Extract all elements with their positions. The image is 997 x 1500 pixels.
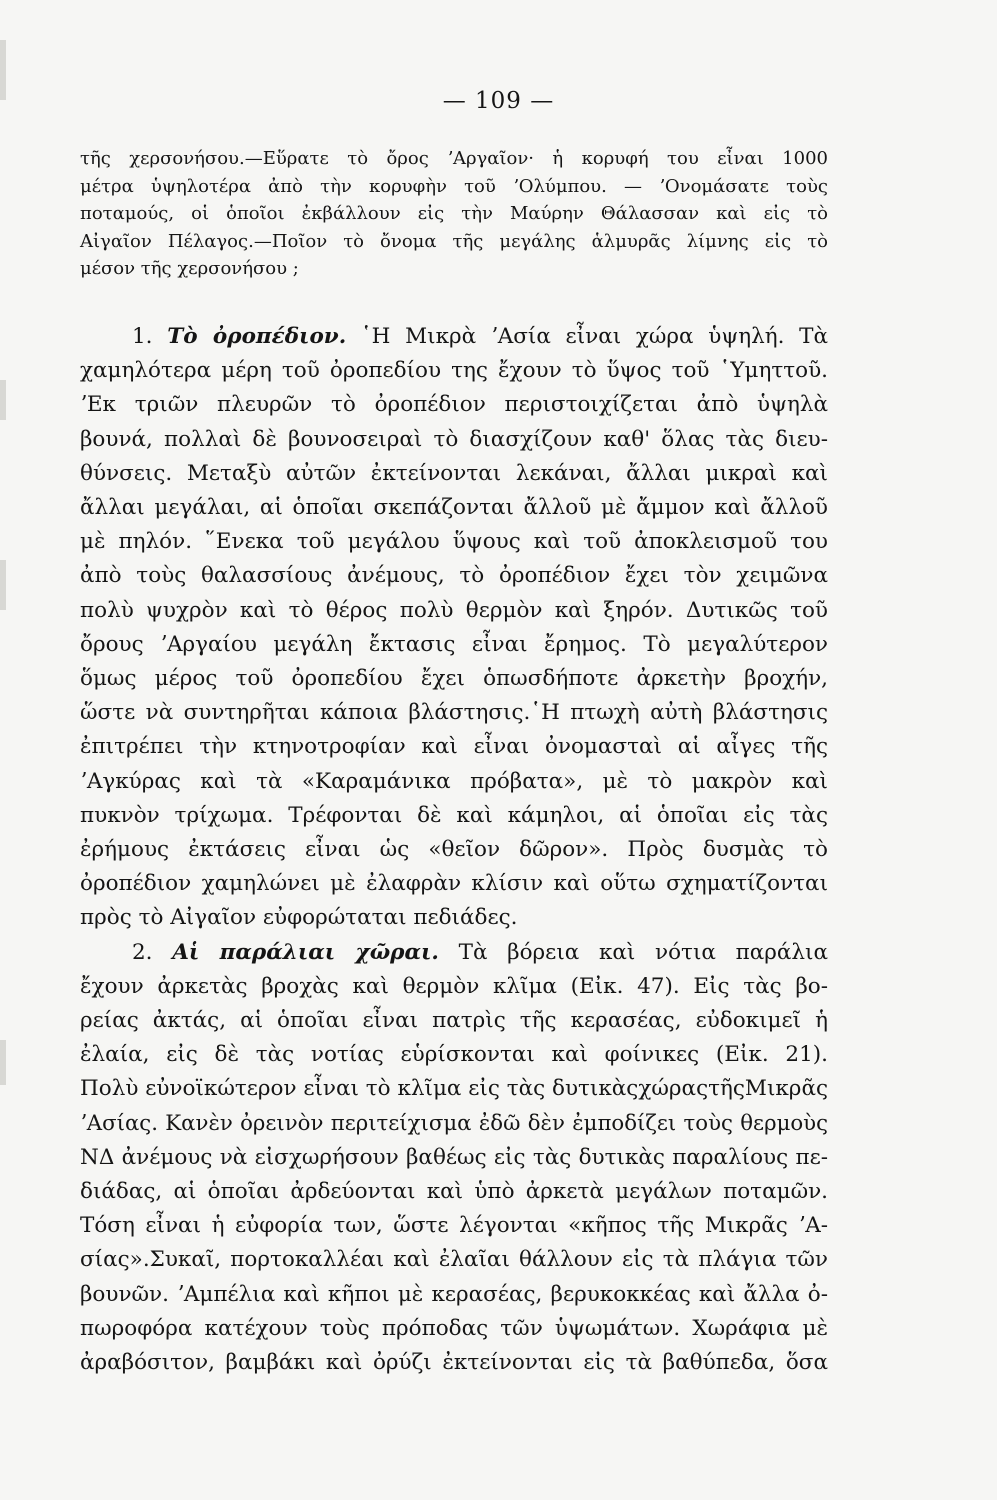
section-first-line xyxy=(80,320,828,354)
text-line: ἔχουν ἀρκετὰς βροχὰς καὶ θερμὸν κλῖμα (Εἰκ. 47). Εἰς τὰς βο- xyxy=(80,973,828,999)
text-line: πολὺ ψυχρὸν καὶ τὸ θέρος πολὺ θερμὸν καὶ ξηρόν. Δυτικῶς τοῦ xyxy=(80,597,828,623)
section-plateau xyxy=(80,320,828,936)
text-line: πυκνὸν τρίχωμα. Τρέφονται δὲ καὶ κάμηλοι, αἱ ὁποῖαι εἰς τὰς xyxy=(80,802,828,828)
text-line: σίας».Συκαῖ, πορτοκαλλέαι καὶ ἐλαῖαι θάλλουν εἰς τὰ πλάγια τῶν xyxy=(80,1247,828,1273)
section-heading: Τὸ ὀροπέδιον. xyxy=(167,324,347,349)
text-line: ποταμούς, οἱ ὁποῖοι ἐκβάλλουν εἰς τὴν Μαύρην Θάλασσαν καὶ εἰς τὸ xyxy=(80,203,828,224)
text-line: ρείας ἀκτάς, αἱ ὁποῖαι εἶναι πατρὶς τῆς κερασέας, εὐδοκιμεῖ ἡ xyxy=(80,1008,828,1034)
text-line: πρὸς τὸ Αἰγαῖον εὐφορώταται πεδιάδες. xyxy=(80,905,518,931)
section-number: 1. xyxy=(132,324,153,349)
text-line: ἐρήμους ἐκτάσεις εἶναι ὡς «θεῖον δῶρον». Πρὸς δυσμὰς τὸ xyxy=(80,837,828,863)
text-line: ὄρους ʼΑργαίου μεγάλη ἔκτασις εἶναι ἔρημος. Τὸ μεγαλύτερον xyxy=(80,631,828,657)
text-line: πωροφόρα κατέχουν τοὺς πρόποδας τῶν ὑψωμάτων. Χωράφια μὲ xyxy=(80,1315,828,1341)
text-line: ἄλλαι μεγάλαι, αἱ ὁποῖαι σκεπάζονται ἄλλοῦ μὲ ἄμμον καὶ ἄλλοῦ xyxy=(80,495,828,521)
text-line: ὀροπέδιον χαμηλώνει μὲ ἐλαφρὰν κλίσιν καὶ οὕτω σχηματίζονται xyxy=(80,871,828,897)
text-line: μέσον τῆς χερσονήσου ; xyxy=(80,258,299,279)
text-line: ʼΑγκύρας καὶ τὰ «Καραμάνικα πρόβατα», μὲ τὸ μακρὸν καὶ xyxy=(80,768,828,794)
section-number: 2. xyxy=(132,939,153,965)
text-line: τῆς χερσονήσου.—Εὕρατε τὸ ὄρος ʼΑργαῖον· ἡ κορυφή του εἶναι 1000 xyxy=(80,148,828,169)
text-line: Τόση εἶναι ἡ εὐφορία των, ὥστε λέγονται «κῆπος τῆς Μικρᾶς ʼΑ- xyxy=(80,1213,828,1239)
text-line: ἀραβόσιτον, βαμβάκι καὶ ὀρύζι ἐκτείνονται εἰς τὰ βαθύπεδα, ὅσα xyxy=(80,1350,828,1376)
text-line: μὲ πηλόν. ῞Ενεκα τοῦ μεγάλου ὕψους καὶ τοῦ ἀποκλεισμοῦ του xyxy=(80,529,828,555)
section-coastal-lands xyxy=(80,936,828,1381)
main-body xyxy=(80,320,828,1380)
text-line: Αἰγαῖον Πέλαγος.—Ποῖον τὸ ὄνομα τῆς μεγάλης ἁλμυρᾶς λίμνης εἰς τὸ xyxy=(80,230,828,252)
scan-edge-mark xyxy=(0,1040,6,1085)
text-line: διάδας, αἱ ὁποῖαι ἀρδεύονται καὶ ὑπὸ ἀρκετὰ μεγάλων ποταμῶν. xyxy=(80,1179,828,1205)
text-line: βουνῶν. ʼΑμπέλια καὶ κῆποι μὲ κερασέας, βερυκοκκέας καὶ ἄλλα ὀ- xyxy=(80,1281,828,1307)
text-fragment: Τὰ βόρεια καὶ νότια παράλια xyxy=(458,939,828,965)
page-number: — 109 — xyxy=(442,88,555,114)
text-line: ὅμως μέρος τοῦ ὀροπεδίου ἔχει ὁπωσδήποτε ἀρκετὴν βροχήν, xyxy=(80,666,828,692)
text-line: ʼΕκ τριῶν πλευρῶν τὸ ὀροπέδιον περιστοιχίζεται ἀπὸ ὑψηλὰ xyxy=(80,392,828,418)
scan-edge-mark xyxy=(0,560,6,610)
text-line: ἐλαία, εἰς δὲ τὰς νοτίας εὑρίσκονται καὶ φοίνικες (Εἰκ. 21). xyxy=(80,1042,828,1068)
text-line: βουνά, πολλαὶ δὲ βουνοσειραὶ τὸ διασχίζουν καθ' ὅλας τὰς διευ- xyxy=(80,426,828,452)
text-line: Πολὺ εὐνοϊκώτερον εἶναι τὸ κλῖμα εἰς τὰς δυτικὰςχώραςτῆςΜικρᾶς xyxy=(80,1076,829,1102)
scan-edge-mark xyxy=(0,380,6,420)
section-first-line xyxy=(80,936,828,970)
text-line: ἐπιτρέπει τὴν κτηνοτροφίαν καὶ εἶναι ὀνομασταὶ αἱ αἶγες τῆς xyxy=(80,734,828,760)
text-line: μέτρα ὑψηλοτέρα ἀπὸ τὴν κορυφὴν τοῦ ʼΟλύμπου. — ʼΟνομάσατε τοὺς xyxy=(80,175,828,197)
text-line: ὥστε νὰ συντηρῆται κάποια βλάστησις.῾Η πτωχὴ αὐτὴ βλάστησις xyxy=(80,700,828,726)
questions-paragraph xyxy=(80,145,828,283)
text-line: ἀπὸ τοὺς θαλασσίους ἀνέμους, τὸ ὀροπέδιον ἔχει τὸν χειμῶνα xyxy=(80,563,828,589)
text-line: θύνσεις. Μεταξὺ αὐτῶν ἐκτείνονται λεκάναι, ἄλλαι μικραὶ καὶ xyxy=(80,460,828,486)
text-line: ʼΑσίας. Κανὲν ὀρεινὸν περιτείχισμα ἐδῶ δὲν ἐμποδίζει τοὺς θερμοὺς xyxy=(80,1110,828,1136)
text-line: ΝΔ ἀνέμους νὰ εἰσχωρήσουν βαθέως εἰς τὰς δυτικὰς παραλίους πε- xyxy=(80,1144,828,1170)
text-line: χαμηλότερα μέρη τοῦ ὀροπεδίου της ἔχουν τὸ ὕψος τοῦ ῾Υμηττοῦ. xyxy=(80,358,828,384)
text-fragment: ῾Η Μικρὰ ʼΑσία εἶναι χώρα ὑψηλή. Τὰ xyxy=(360,324,828,349)
section-heading: Αἱ παράλιαι χῶραι. xyxy=(172,939,439,965)
